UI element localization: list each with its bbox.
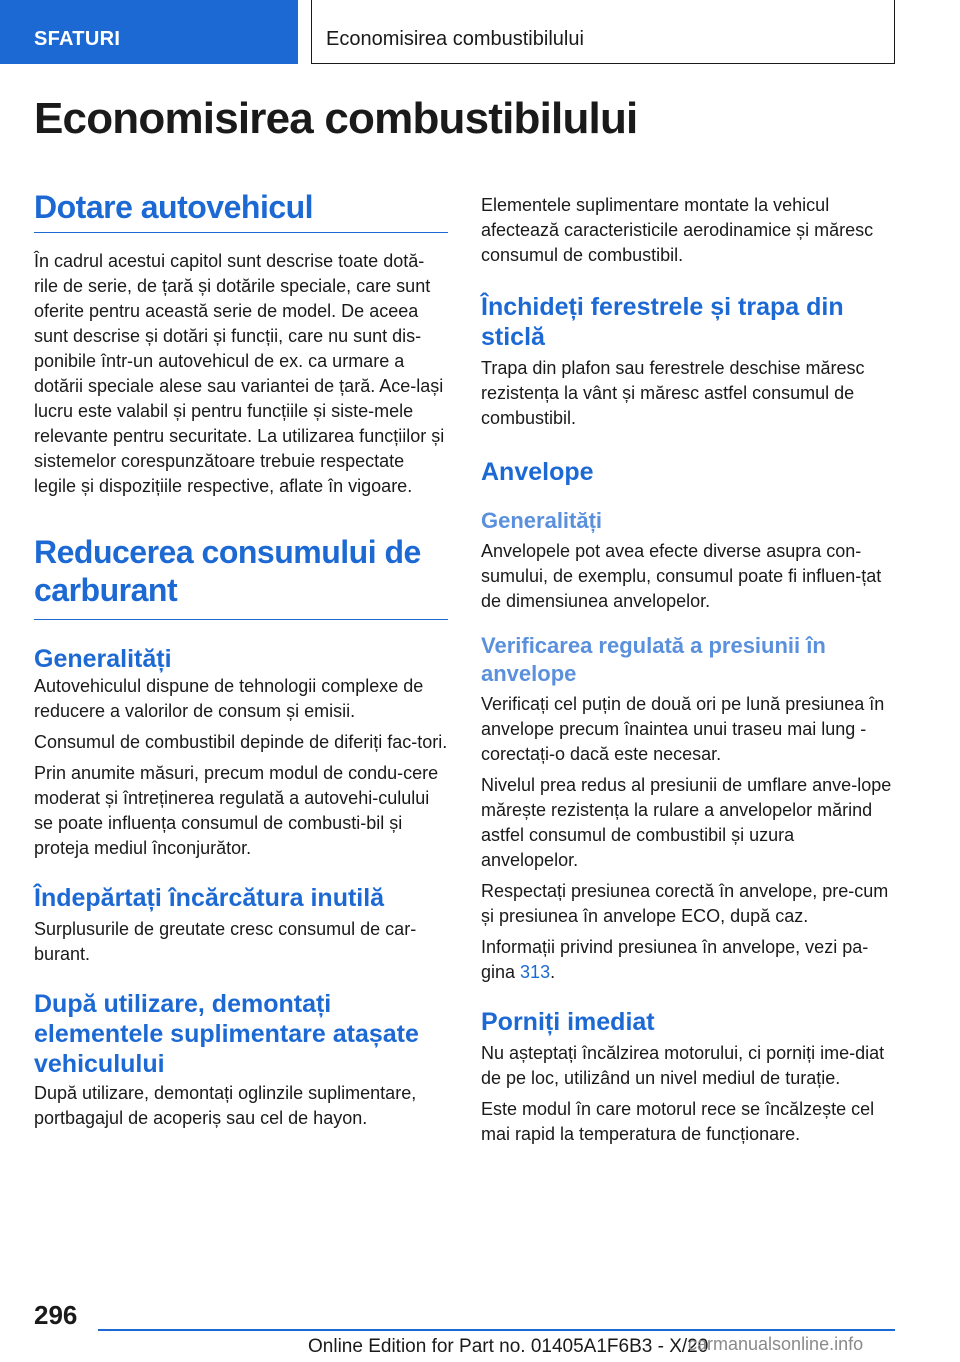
paragraph-close-windows: Trapa din plafon sau ferestrele deschise măresc rezistența la vânt și măresc astfel consumul de combustibil. [481, 358, 865, 428]
footer-edition: Online Edition for Part no. 01405A1F6B3 - X/20 [308, 1336, 709, 1357]
header-chapter-box [311, 0, 895, 64]
paragraph-remove-load: Surplusurile de greutate cresc consumul de car‐burant. [34, 919, 417, 964]
section-heading-reduce-consumption: Reducerea consumului de carburant [34, 533, 448, 620]
header-section-tab [0, 0, 298, 64]
page-link-313[interactable]: 313 [520, 962, 551, 982]
page-number: 296 [34, 1300, 78, 1330]
paragraph-tyre-pressure-1: Verificați cel puțin de două ori pe lună presiunea în anvelope precum înaintea unui traseu mai lung - corectați-o dacă este necesar. [481, 694, 885, 764]
paragraph-general-3: Prin anumite măsuri, precum modul de condu‐cere moderat și întreținerea regulată a autovehi‐culului se poate influența consumul de combusti‐bil și proteja mediul înconjurător. [34, 763, 439, 858]
right-column [481, 193, 895, 1147]
paragraph-tyre-pressure-ref-end: . [550, 962, 556, 982]
paragraph-tyres-general: Anvelopele pot avea efecte diverse asupra con‐sumului, de exemplu, consumul poate fi influen‐țat de dimensiunea anvelopelor. [481, 541, 882, 611]
subheading-tyre-pressure: Verificarea regulată a presiunii în anvelope [481, 633, 826, 686]
paragraph-remove-accessories: După utilizare, demontați oglinzile suplimentare, portbagajul de acoperiș sau cel de hayon. [34, 1083, 417, 1128]
subheading-remove-accessories: După utilizare, demontați elementele suplimentare atașate vehiculului [34, 990, 419, 1078]
header-section-label: SFATURI [34, 28, 121, 50]
subheading-remove-load: Îndepărtați încărcătura inutilă [34, 884, 385, 912]
subheading-close-windows: Închideți ferestrele și trapa din sticlă [481, 293, 844, 351]
paragraph-accessories-aero: Elementele suplimentare montate la vehicul afectează caracteristicile aerodinamice și măresc consumul de combustibil. [481, 195, 874, 265]
section-heading-equipment: Dotare autovehicul [34, 188, 448, 233]
subheading-tyres: Anvelope [481, 458, 594, 486]
paragraph-start-immediately-2: Este modul în care motorul rece se încălzește cel mai rapid la temperatura de funcționare. [481, 1099, 875, 1144]
header-chapter-label: Economisirea combustibilului [326, 28, 584, 50]
paragraph-tyre-pressure-ref [481, 935, 895, 985]
page-title: Economisirea combustibilului [34, 94, 638, 143]
paragraph-tyre-pressure-2: Nivelul prea redus al presiunii de umflare anve‐lope mărește rezistența la rulare a anvelopelor mărind astfel consumul de combustibil și uzura anvelopelor. [481, 775, 892, 870]
paragraph-general-2: Consumul de combustibil depinde de diferiți fac‐tori. [34, 732, 448, 752]
footer-divider [98, 1329, 895, 1331]
paragraph-tyre-pressure-3: Respectați presiunea corectă în anvelope, pre‐cum și presiunea în anvelope ECO, după caz. [481, 881, 889, 926]
footer-watermark: carmanualsonline.info [688, 1334, 864, 1354]
paragraph-equipment: În cadrul acestui capitol sunt descrise toate dotă‐rile de serie, de țară și dotările speciale, care sunt oferite pentru această serie de model. De aceea sunt descrise și dotări și funcții, care nu sunt dis‐ponibile într-un autovehicul de ex. ca urmare a dotării speciale alese sau variantei de țară. Ace‐lași lucru este valabil și pentru funcțiile și siste‐mele relevante pentru securitate. La utilizarea funcțiilor și sistemelor corespunzătoare trebuie respectate legile și dispozițiile respective, aflate în vigoare. [34, 251, 445, 496]
left-column [34, 188, 448, 1131]
subheading-tyres-general: Generalități [481, 508, 603, 533]
subheading-general: Generalități [34, 645, 172, 673]
paragraph-tyre-pressure-ref-text: Informații privind presiunea în anvelope, vezi pa‐gina [481, 937, 869, 982]
subheading-start-immediately: Porniți imediat [481, 1008, 655, 1036]
paragraph-general-1: Autovehiculul dispune de tehnologii complexe de reducere a valorilor de consum și emisii. [34, 676, 424, 721]
paragraph-start-immediately-1: Nu așteptați încălzirea motorului, ci porniți ime‐diat de pe loc, utilizând un nivel mediul de turație. [481, 1043, 885, 1088]
